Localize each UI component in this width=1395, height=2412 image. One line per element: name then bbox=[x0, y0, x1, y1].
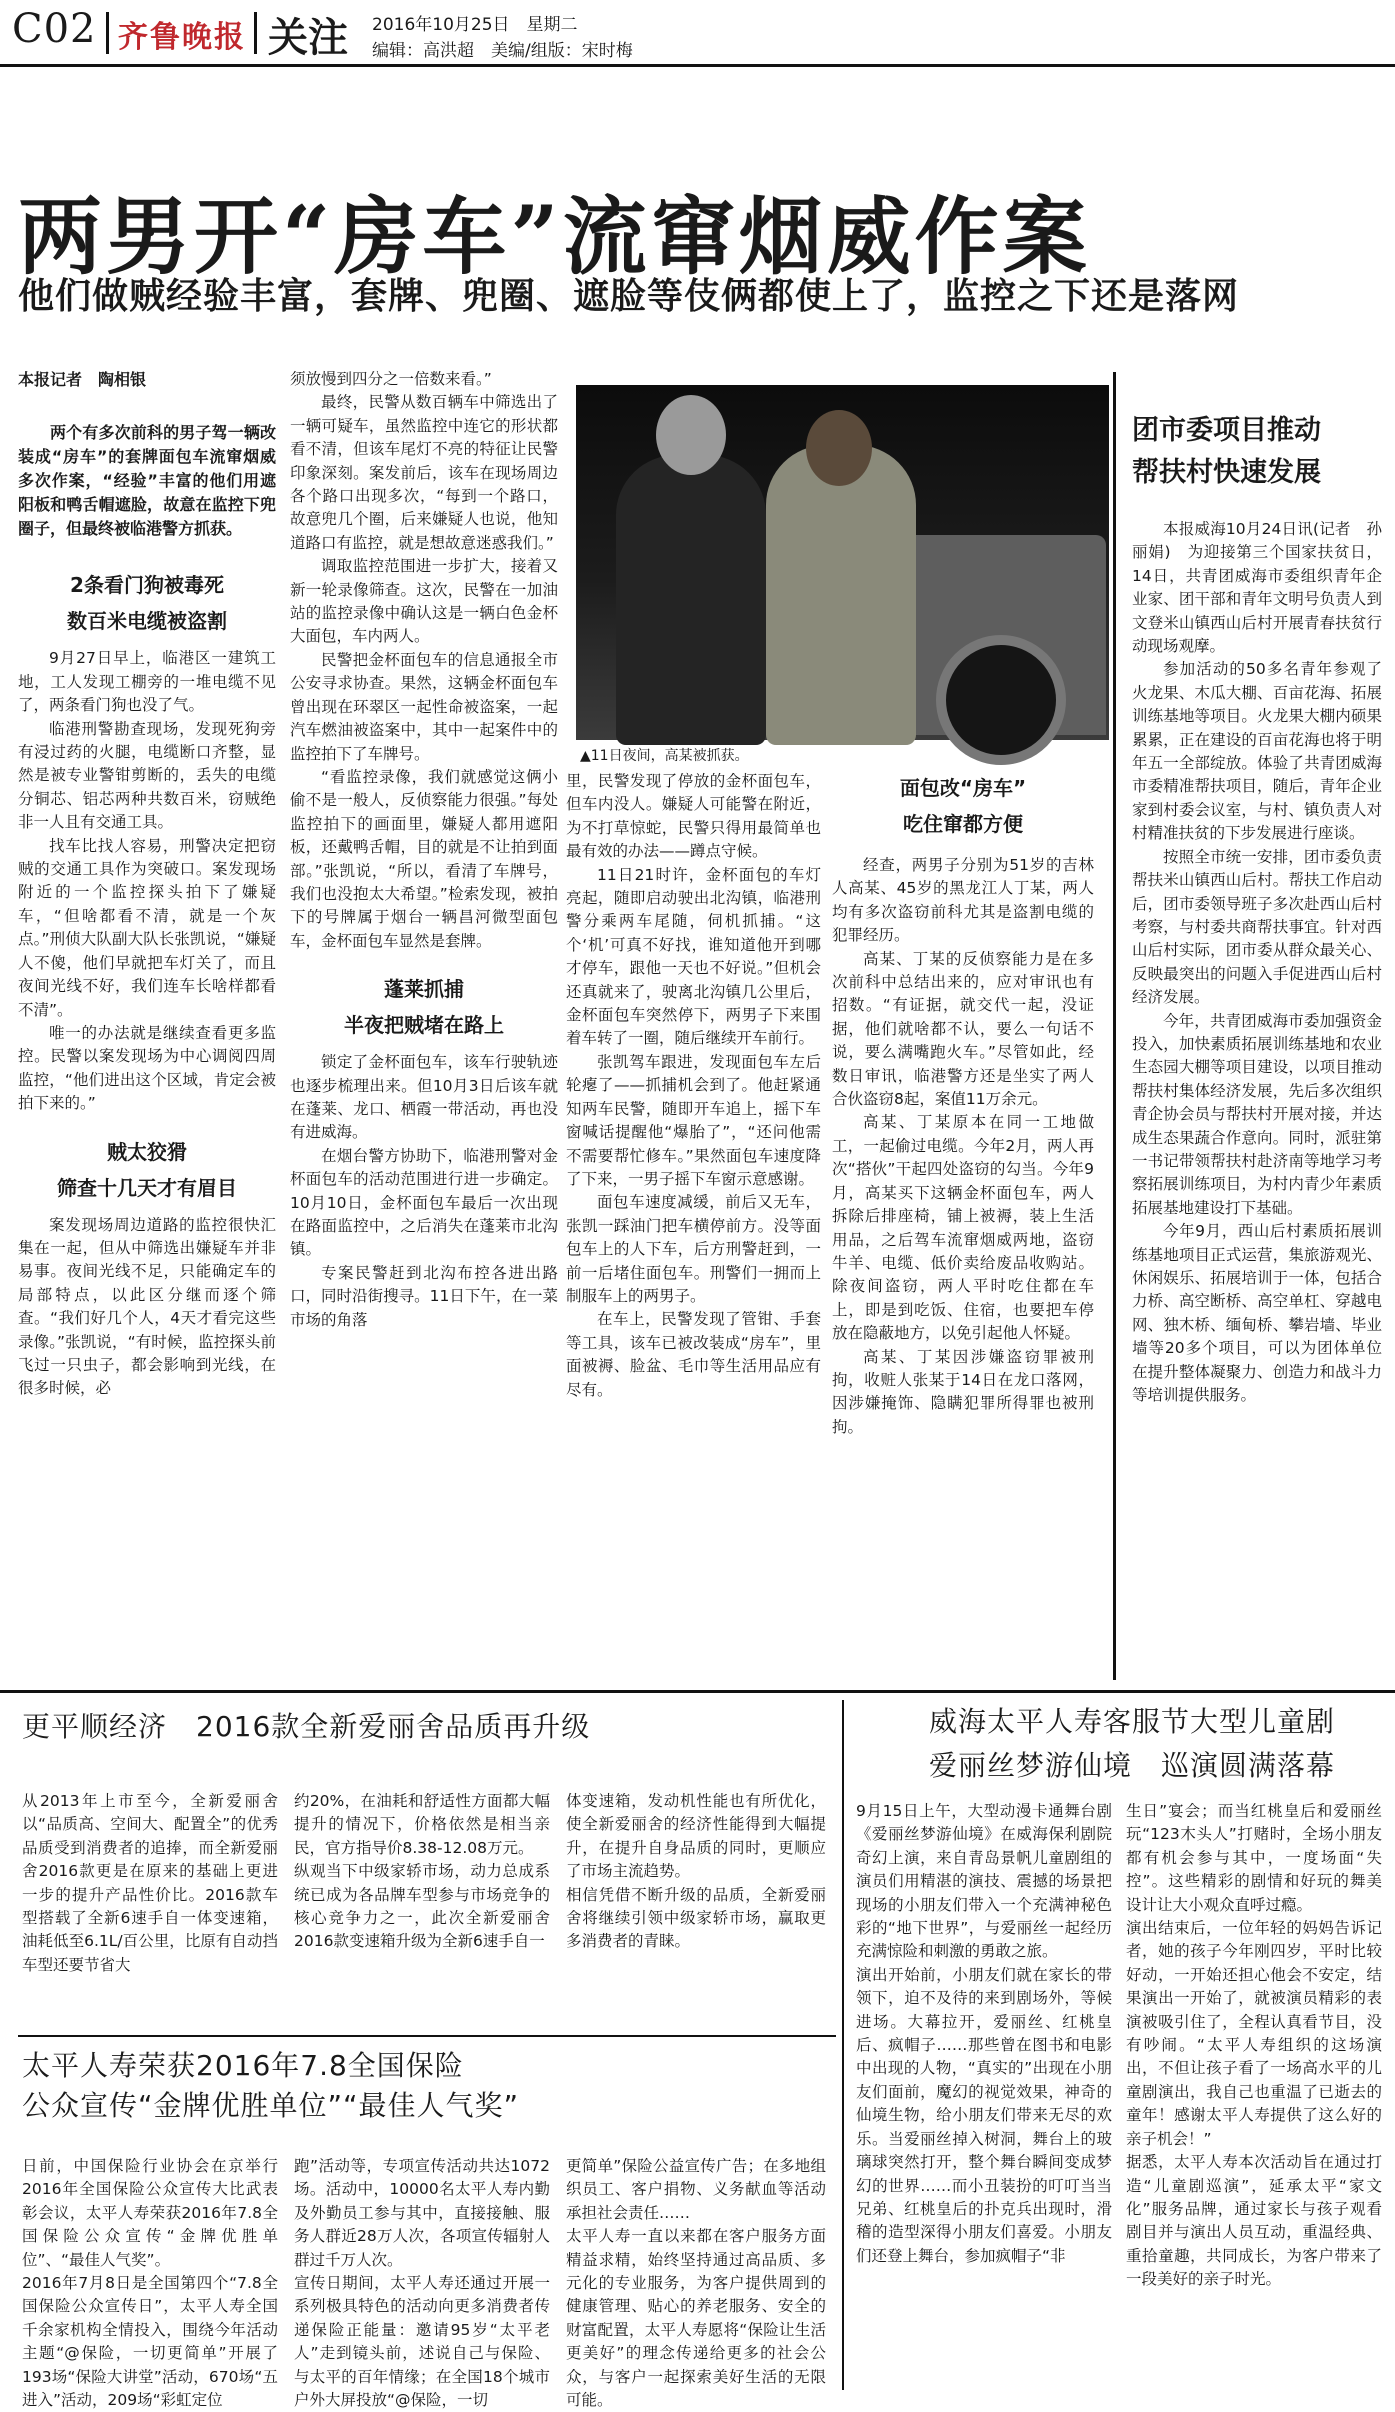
subhead-2 bbox=[18, 1134, 276, 1206]
ad-2-col-c: 更简单”保险公益宣传广告；在多地组织员工、客户捐物、义务献血等活动承担社会责任…… 太平人寿一直以来都在客户服务方面精益求精，始终坚持通过高品质、多元化的专业服务，为客户提供周到的健康管理、贴心的养老服务、安全的财富配置，太平人寿愿将“保险让生活更美好”的理念传递给更多的社会公众，与客户一起探索美好生活的无限可能。 bbox=[566, 2157, 826, 2410]
paragraph: “看监控录像，我们就感觉这俩小偷不是一般人，反侦察能力很强。”每处监控拍下的画面里，嫌疑人都用遮阳板，还戴鸭舌帽，目的就是不让拍到面部。”张凯说，“所以，看清了车牌号，我们也没抱太大希望。”检索发现，被拍下的号牌属于烟台一辆昌河微型面包车，金杯面包车显然是套牌。 bbox=[290, 767, 558, 950]
issue-date: 2016年10月25日 星期二 bbox=[372, 15, 578, 35]
paragraph: 面包车速度减缓，前后又无车，张凯一踩油门把车横停前方。没等面包车上的人下车，后方刑警赶到，一前一后堵住面包车。刑警们一拥而上制服车上的两男子。 bbox=[566, 1193, 821, 1305]
masthead bbox=[0, 0, 1395, 62]
subhead-4-line-1: 面包改“房车” bbox=[899, 776, 1027, 800]
paragraph: 里，民警发现了停放的金杯面包车，但车内没人。嫌疑人可能警在附近，为不打草惊蛇，民警只得用最简单也最有效的办法——蹲点守候。 bbox=[566, 772, 821, 861]
paragraph: 临港刑警勘查现场，发现死狗旁有浸过药的火腿，电缆断口齐整，显然是被专业警钳剪断的，丢失的电缆分铜芯、铝芯两种共数百米，窃贼绝非一人且有交通工具。 bbox=[18, 719, 276, 832]
section-rule bbox=[0, 1690, 1395, 1693]
subhead-2-line-1: 贼太狡猾 bbox=[107, 1139, 187, 1164]
paragraph: 调取监控范围进一步扩大，接着又新一轮录像筛查。这次，民警在一加油站的监控录像中确认这是一辆白色金杯大面包，车内两人。 bbox=[290, 557, 558, 646]
photo-suspect-head bbox=[806, 410, 872, 486]
ad-3-col-a: 9月15日上午，大型动漫卡通舞台剧《爱丽丝梦游仙境》在威海保利剧院奇幻上演，来自青岛景帆儿童剧组的演员们用精湛的演技、震撼的场景把现场的小朋友们带入一个充满神秘色彩的“地下世界”，与爱丽丝一起经历充满惊险和刺激的勇敢之旅。 演出开始前，小朋友们就在家长的带领下，迫不及待的来到剧场外，等候进场。大幕拉开，爱丽丝、红桃皇后、疯帽子……那些曾在图书和电影中出现的人物，“真实的”出现在小朋友们面前，魔幻的视觉效果，神奇的仙境生物，给小朋友们带来无尽的欢乐。当爱丽丝掉入树洞，舞台上的玻璃球突然打开，整个舞台瞬间变成梦幻的世界……而小丑装扮的叮叮当当兄弟、红桃皇后的扑克兵出现时，滑稽的造型深得小朋友们喜爱。小朋友们还登上舞台，参加疯帽子“非 bbox=[856, 1802, 1112, 2265]
ad-3-title-line-2: 爱丽丝梦游仙境 巡演圆满落幕 bbox=[928, 1749, 1335, 1782]
section-title: 关注 bbox=[268, 15, 348, 61]
column-1 bbox=[18, 368, 276, 1680]
subhead-1 bbox=[18, 567, 276, 639]
paragraph: 须放慢到四分之一倍数来看。” bbox=[290, 370, 492, 388]
column-2 bbox=[290, 368, 558, 1680]
paragraph: 找车比找人容易，刑警决定把窃贼的交通工具作为突破口。案发现场附近的一个监控探头拍下了嫌疑车，“但啥都看不清，就是一个灰点。”刑侦大队副大队长张凯说，“嫌疑人不傻，他们早就把车灯关了，而且夜间光线不好，我们连车长啥样都看不清”。 bbox=[18, 836, 276, 1019]
ad-2-title bbox=[22, 2046, 519, 2126]
subhead-2-line-2: 筛查十几天才有眉目 bbox=[57, 1175, 237, 1200]
headline: 两男开“房车”流窜烟威作案 bbox=[18, 187, 1091, 286]
ad-3-title-line-1: 威海太平人寿客服节大型儿童剧 bbox=[928, 1705, 1335, 1738]
column-4 bbox=[832, 770, 1094, 1680]
paragraph: 唯一的办法就是继续查看更多监控。民警以案发现场为中心调阅四周监控，“他们进出这个区域，肯定会被拍下来的。” bbox=[18, 1023, 276, 1113]
photo-caption: ▲11日夜间，高某被抓获。 bbox=[580, 748, 749, 764]
paragraph: 参加活动的50多名青年参观了火龙果、木瓜大棚、百亩花海、拓展训练基地等项目。火龙果大棚内硕果累累，正在建设的百亩花海也将于明年五一全部绽放。体验了共青团威海市委精准帮扶项目，随后，青年企业家到村委会议室，与村、镇负责人对村精准扶贫的下步发展进行座谈。 bbox=[1132, 660, 1382, 843]
side-title-line-1: 团市委项目推动 bbox=[1132, 415, 1321, 446]
paragraph: 专案民警赶到北沟布控各进出路口，同时沿街搜寻。11日下午，在一菜市场的角落 bbox=[290, 1263, 558, 1329]
editor-credits: 编辑：高洪超 美编/组版：宋时梅 bbox=[372, 41, 633, 61]
paper-logo: 齐鲁晚报 bbox=[118, 20, 246, 55]
paragraph: 今年9月，西山后村素质拓展训练基地项目正式运营，集旅游观光、休闲娱乐、拓展培训于一体，包括合力桥、高空断桥、高空单杠、穿越电网、独木桥、缅甸桥、攀岩墙、毕业墙等20多个项目，可以为团体单位在提升整体凝聚力、创造力和战斗力等培训提供服务。 bbox=[1132, 1222, 1382, 1405]
page-number: C02 bbox=[12, 6, 97, 52]
ad-2-title-line-1: 太平人寿荣获2016年7.8全国保险 bbox=[22, 2049, 464, 2082]
subhead-1-line-2: 数百米电缆被盗割 bbox=[67, 609, 227, 634]
subheadline: 他们做贼经验丰富，套牌、兜圈、遮脸等伎俩都使上了，监控之下还是落网 bbox=[18, 276, 1240, 317]
byline: 本报记者 陶相银 bbox=[18, 370, 147, 389]
ad-2-title-line-2: 公众宣传“金牌优胜单位”“最佳人气奖” bbox=[22, 2089, 520, 2122]
ad-1-col-a: 从2013年上市至今，全新爱丽舍以“品质高、空间大、配置全”的优秀品质受到消费者的追捧，而全新爱丽舍2016款更是在原来的基础上更进一步的提升产品性价比。2016款车型搭载了全新6速手自一体变速箱，油耗低至6.1L/百公里，比原有自动挡车型还要节省大 bbox=[22, 1792, 278, 1974]
paragraph: 锁定了金杯面包车，该车行驶轨迹也逐步梳理出来。但10月3日后该车就在蓬莱、龙口、栖霞一带活动，再也没有进威海。 bbox=[290, 1053, 558, 1142]
subhead-3 bbox=[290, 971, 558, 1043]
column-3 bbox=[566, 770, 821, 1680]
lead-paragraph: 两个有多次前科的男子驾一辆改装成“房车”的套牌面包车流窜烟威多次作案，“经验”丰富的他们用遮阳板和鸭舌帽遮脸，故意在监控下兜圈子，但最终被临港警方抓获。 bbox=[18, 423, 276, 539]
arrest-photo bbox=[576, 385, 1109, 740]
ad-2-col-b: 跑”活动等，专项宣传活动共达1072场。活动中，10000名太平人寿内勤及外勤员工参与其中，直接接触、服务人群近28万人次，各项宣传辐射人群过千万人次。 宣传日期间，太平人寿还通过开展一系列极具特色的活动向更多消费者传递保险正能量：邀请95岁“太平老人”走到镜头前，述说自己与保险、与太平的百年情缘；在全国18个城市户外大屏投放“@保险，一切 bbox=[294, 2157, 550, 2410]
subhead-3-line-2: 半夜把贼堵在路上 bbox=[344, 1013, 504, 1038]
ad-1-title: 更平顺经济 2016款全新爱丽舍品质再升级 bbox=[22, 1710, 591, 1743]
ad-3-col-b: 生日”宴会；而当红桃皇后和爱丽丝玩“123木头人”打赌时，全场小朋友都有机会参与其中，一度场面“失控”。这些精彩的剧情和好玩的舞美设计让大小观众直呼过瘾。 演出结束后，一位年轻的妈妈告诉记者，她的孩子今年刚四岁，平时比较好动，一开始还担心他会不安定，结果演出一开始了，就被演员精彩的表演被吸引住了，全程认真看节目，没有吵闹。“太平人寿组织的这场演出，不但让孩子看了一场高水平的儿童剧演出，我自己也重温了已逝去的童年！感谢太平人寿提供了这么好的亲子机会！” 据悉，太平人寿本次活动旨在通过打造“儿童剧巡演”，延承太平“家文化”服务品牌，通过家长与孩子观看剧目并与演出人员互动，重温经典、重拾童趣，共同成长，为客户带来了一段美好的亲子时光。 bbox=[1126, 1802, 1382, 2289]
paragraph: 民警把金杯面包车的信息通报全市公安寻求协查。果然，这辆金杯面包车曾出现在环翠区一起性命被盗案，一起汽车燃油被盗案中，其中一起案件中的监控拍下了车牌号。 bbox=[290, 650, 558, 763]
subhead-3-line-1: 蓬莱抓捕 bbox=[384, 977, 464, 1002]
ad-3-divider bbox=[842, 1700, 844, 2390]
paragraph: 案发现场周边道路的监控很快汇集在一起，但从中筛选出嫌疑车并非易事。夜间光线不足，只能确定车的局部特点，以此区分继而逐个筛查。“我们好几个人，4天才看完这些录像。”张凯说，“有时候，监控探头前飞过一只虫子，都会影响到光线，在很多时候，必 bbox=[18, 1215, 276, 1398]
side-story bbox=[1132, 410, 1382, 1680]
paragraph: 高某、丁某的反侦察能力是在多次前科中总结出来的，应对审讯也有招数。“有证据，就交代一起，没证据，他们就啥都不认，要么一句话不说，要么满嘴跑火车。”尽管如此，经数日审讯，临港警方还是坐实了两人合伙盗窃8起，案值11万余元。 bbox=[832, 949, 1094, 1109]
paragraph: 经查，两男子分别为51岁的吉林人高某、45岁的黑龙江人丁某，两人均有多次盗窃前科尤其是盗割电缆的犯罪经历。 bbox=[832, 856, 1094, 945]
subhead-4-line-2: 吃住窜都方便 bbox=[903, 812, 1023, 836]
ad-2-col-a: 日前，中国保险行业协会在京举行2016年全国保险公众宣传大比武表彰会议，太平人寿荣获2016年7.8全国保险公众宣传“金牌优胜单位”、“最佳人气奖”。 2016年7月8日是全国第四个“7.8全国保险公众宣传日”，太平人寿全国千余家机构全情投入，围绕今年活动主题“@保险，一切更简单”开展了193场“保险大讲堂”活动，670场“五进入”活动，209场“彩虹定位 bbox=[22, 2157, 278, 2410]
ad-2-rule bbox=[18, 2035, 836, 2037]
divider bbox=[106, 12, 109, 54]
divider bbox=[254, 12, 257, 54]
header-rule bbox=[0, 64, 1395, 67]
paragraph: 今年，共青团威海市委加强资金投入，加快素质拓展训练基地和农业生态园大棚等项目建设，以项目推动帮扶村集体经济发展，先后多次组织青企协会员与帮扶村开展对接，并达成生态果蔬合作意向。同时，派驻第一书记带领帮扶村赴济南等地学习考察拓展训练项目，为村内青少年素质拓展基地建设打下基础。 bbox=[1132, 1011, 1382, 1217]
subhead-1-line-1: 2条看门狗被毒死 bbox=[70, 573, 224, 598]
photo-suspect-shape bbox=[766, 445, 916, 745]
paragraph: 高某、丁某原本在同一工地做工，一起偷过电缆。今年2月，两人再次“搭伙”干起四处盗窃的勾当。今年9月，高某买下这辆金杯面包车，两人拆除后排座椅，铺上被褥，装上生活用品，之后驾车流窜烟威两地，盗窃牛羊、电缆、低价卖给废品收购站。除夜间盗窃，两人平时吃住都在车上，即是到吃饭、住宿，也要把车停放在隐蔽地方，以免引起他人怀疑。 bbox=[832, 1113, 1094, 1343]
ad-3-title bbox=[882, 1700, 1382, 1788]
paragraph: 在烟台警方协助下，临港刑警对金杯面包车的活动范围进行进一步确定。10月10日，金杯面包车最后一次出现在路面监控中，之后消失在蓬莱市北沟镇。 bbox=[290, 1146, 558, 1259]
paragraph: 高某、丁某因涉嫌盗窃罪被刑拘，收赃人张某于14日在龙口落网，因涉嫌掩饰、隐瞒犯罪所得罪也被刑拘。 bbox=[832, 1347, 1094, 1436]
paragraph: 本报威海10月24日讯(记者 孙丽娟) 为迎接第三个国家扶贫日，14日，共青团威海市委组织青年企业家、团干部和青年文明号负责人到文登米山镇西山后村开展青春扶贫行动现场观摩。 bbox=[1132, 520, 1382, 656]
ad-1-col-c: 体变速箱，发动机性能也有所优化，使全新爱丽舍的经济性能得到大幅提升，在提升自身品质的同时，更顺应了市场主流趋势。 相信凭借不断升级的品质，全新爱丽舍将继续引领中级家轿市场，赢取更多消费者的青睐。 bbox=[566, 1792, 826, 1951]
paragraph: 按照全市统一安排，团市委负责帮扶米山镇西山后村。帮扶工作启动后，团市委领导班子多次赴西山后村考察，与村委共商帮扶事宜。针对西山后村实际，团市委从群众最关心、反映最突出的问题入手促进西山后村经济发展。 bbox=[1132, 847, 1382, 1007]
photo-officer-shape bbox=[616, 455, 766, 745]
paragraph: 在车上，民警发现了管钳、手套等工具，该车已被改装成“房车”，里面被褥、脸盆、毛巾等生活用品应有尽有。 bbox=[566, 1310, 821, 1399]
ad-1-col-b: 约20%，在油耗和舒适性方面都大幅提升的情况下，价格依然是相当亲民，官方指导价8.38-12.08万元。 纵观当下中级家轿市场，动力总成系统已成为各品牌车型参与市场竞争的核心竞争力之一，此次全新爱丽舍2016款变速箱升级为全新6速手自一 bbox=[294, 1792, 550, 1951]
photo-blurred-face bbox=[656, 395, 726, 475]
paragraph: 最终，民警从数百辆车中筛选出了一辆可疑车，虽然监控中连它的形状都看不清，但该车尾灯不亮的特征让民警印象深刻。案发前后，该车在现场周边各个路口出现多次，“每到一个路口，故意兜几个圈，后来嫌疑人也说，他知道路口有监控，就是想故意迷惑我们。” bbox=[290, 393, 558, 552]
side-title-line-2: 帮扶村快速发展 bbox=[1132, 457, 1321, 488]
photo-wheel-shape bbox=[936, 635, 1066, 765]
subhead-4 bbox=[832, 770, 1094, 842]
paragraph: 11日21时许，金杯面包的车灯亮起，随即启动驶出北沟镇，临港刑警分乘两车尾随，伺机抓捕。“这个‘机’可真不好找，谁知道他开到哪才停车，跟他一天也不好说。”但机会还真就来了，驶离北沟镇几公里后，金杯面包车突然停下，两男子下来围着车转了一圈，随后继续开车前行。 bbox=[566, 865, 821, 1048]
side-story-title bbox=[1132, 410, 1382, 494]
side-divider bbox=[1113, 372, 1116, 1680]
paragraph: 张凯驾车跟进，发现面包车左后轮瘪了——抓捕机会到了。他赶紧通知两车民警，随即开车追上，摇下车窗喊话提醒他“爆胎了”，“还问他需不需要帮忙修车。”果然面包车速度降了下来，一男子摇下车窗示意感谢。 bbox=[566, 1052, 821, 1188]
paragraph: 9月27日早上，临港区一建筑工地，工人发现工棚旁的一堆电缆不见了，两条看门狗也没了气。 bbox=[18, 649, 276, 715]
